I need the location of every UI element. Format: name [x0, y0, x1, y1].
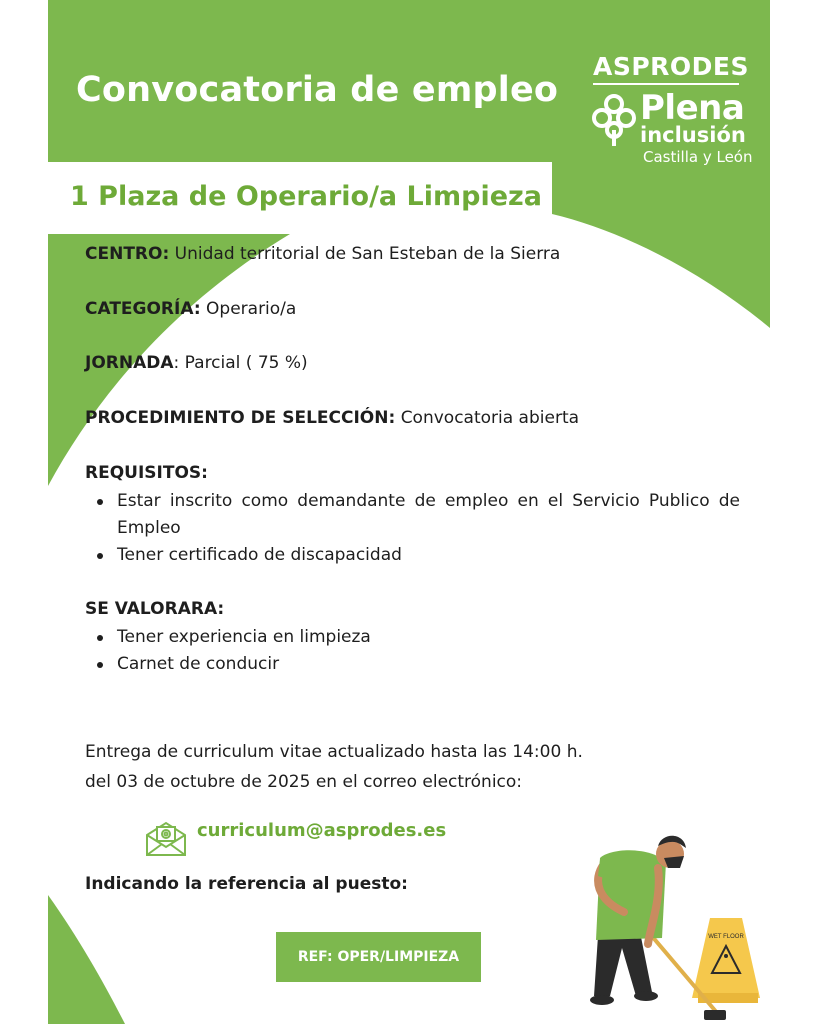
logo-org-name: ASPRODES: [593, 52, 750, 81]
reference-label: Indicando la referencia al puesto:: [85, 874, 408, 894]
asprodes-logo: [585, 52, 765, 172]
field-label: CATEGORÍA:: [85, 299, 201, 319]
email-link[interactable]: curriculum@asprodes.es: [197, 820, 447, 841]
delivery-line: del 03 de octubre de 2025 en el correo electrónico:: [85, 772, 523, 792]
delivery-instructions: [85, 737, 583, 797]
reference-code-button[interactable]: REF: OPER/LIMPIEZA: [276, 932, 481, 982]
requisitos-list: [95, 488, 740, 569]
job-title: 1 Plaza de Operario/a Limpieza: [70, 181, 542, 212]
flower-icon: [591, 92, 637, 148]
requisitos-heading: REQUISITOS:: [85, 463, 208, 483]
field-label: CENTRO:: [85, 244, 170, 264]
bottom-wedge: [48, 895, 125, 1024]
logo-region: Castilla y León: [643, 148, 753, 166]
envelope-icon: [145, 821, 187, 857]
page-header-title: Convocatoria de empleo: [76, 70, 559, 110]
field-label: JORNADA: [85, 353, 174, 373]
field-value: Convocatoria abierta: [400, 408, 580, 428]
list-item: Tener experiencia en limpieza: [95, 624, 740, 651]
field-centro: [85, 244, 560, 264]
logo-divider: [593, 83, 739, 85]
list-item: Carnet de conducir: [95, 651, 740, 678]
valorara-list: [95, 624, 740, 678]
list-item: Estar inscrito como demandante de empleo en el Servicio Publico de Empleo: [95, 488, 740, 542]
field-label: PROCEDIMIENTO DE SELECCIÓN:: [85, 408, 396, 428]
list-item: Tener certificado de discapacidad: [95, 542, 740, 569]
field-value: : Parcial ( 75 %): [173, 353, 308, 373]
cleaning-worker-illustration: [570, 828, 770, 1024]
field-value: Unidad territorial de San Esteban de la Sierra: [174, 244, 561, 264]
logo-brand: Plena: [640, 88, 745, 128]
logo-brand-sub: inclusión: [640, 123, 746, 147]
delivery-line: Entrega de curriculum vitae actualizado hasta las 14:00 h.: [85, 742, 583, 762]
valorara-heading: SE VALORARA:: [85, 599, 225, 619]
wet-floor-sign-icon: [692, 918, 760, 1003]
field-value: Operario/a: [206, 299, 297, 319]
field-procedimiento: [85, 408, 579, 428]
field-jornada: [85, 353, 308, 373]
field-categoria: [85, 299, 296, 319]
sign-label: WET FLOOR: [708, 934, 744, 940]
